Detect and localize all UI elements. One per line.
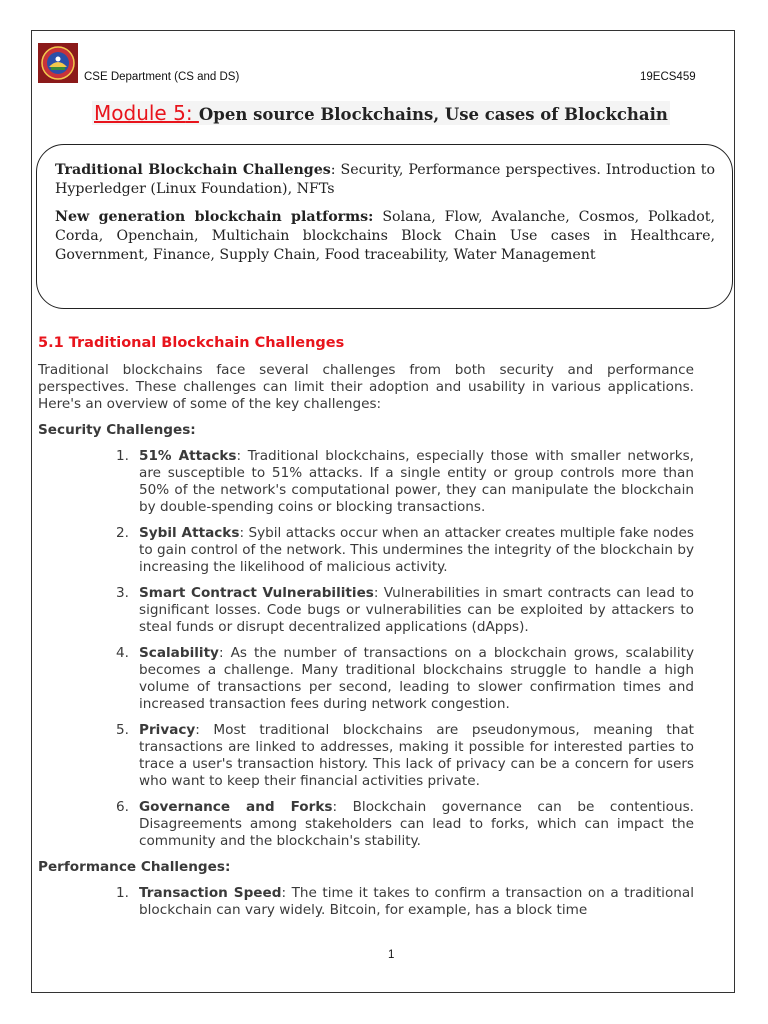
list-item: 1. 51% Attacks: Traditional blockchains, especially those with smaller networks, are susceptible to 51% attacks. If a single entity or group controls more than 50% of the network's computational power, they can manipulate the blockchain by double-spending coins or blocking transactions. [116, 448, 694, 515]
performance-list [38, 885, 694, 919]
module-summary-box [36, 144, 733, 309]
summary-paragraph-2: New generation blockchain platforms: Solana, Flow, Avalanche, Cosmos, Polkadot, Corda, Openchain, Multichain blockchains Block Chain Use cases in Healthcare, Government, Finance, Supply Chain, Food traceability, Water Management [55, 209, 715, 263]
page-number: 1 [388, 949, 395, 961]
security-heading: Security Challenges: [38, 422, 196, 438]
institution-logo [38, 43, 78, 83]
summary-paragraph-1: Traditional Blockchain Challenges: Security, Performance perspectives. Introduction to Hyperledger (Linux Foundation), NFTs [55, 162, 715, 197]
department-label: CSE Department (CS and DS) [84, 71, 240, 83]
performance-heading: Performance Challenges: [38, 859, 231, 875]
list-item: 4. Scalability: As the number of transactions on a blockchain grows, scalability becomes a challenge. Many traditional blockchains struggle to handle a high volume of transactions per second, leading to slower confirmation times and increased transaction fees during network congestion. [116, 645, 694, 712]
section-content [38, 362, 694, 928]
section-heading: 5.1 Traditional Blockchain Challenges [38, 335, 345, 351]
intro-paragraph: Traditional blockchains face several challenges from both security and performance perspectives. These challenges can limit their adoption and usability in various applications. Here's an overview of some of the key challenges: [38, 362, 694, 412]
list-item: 3. Smart Contract Vulnerabilities: Vulnerabilities in smart contracts can lead to significant losses. Code bugs or vulnerabilities can be exploited by attackers to steal funds or disrupt decentralized applications (dApps). [116, 585, 694, 635]
security-list [38, 448, 694, 850]
page-title [92, 101, 670, 125]
module-label: Module 5: [94, 101, 199, 125]
list-item: 2. Sybil Attacks: Sybil attacks occur when an attacker creates multiple fake nodes to gain control of the network. This undermines the integrity of the blockchain by increasing the likelihood of malicious activity. [116, 525, 694, 575]
list-item: 5. Privacy: Most traditional blockchains are pseudonymous, meaning that transactions are linked to addresses, making it possible for interested parties to trace a user's transaction history. This lack of privacy can be a concern for users who want to keep their financial activities private. [116, 722, 694, 789]
list-item: 6. Governance and Forks: Blockchain governance can be contentious. Disagreements among stakeholders can lead to forks, which can impact the community and the blockchain's stability. [116, 799, 695, 849]
list-item: 1. Transaction Speed: The time it takes to confirm a transaction on a traditional blockchain can vary widely. Bitcoin, for example, has a block time [116, 885, 694, 918]
module-topic: Open source Blockchains, Use cases of Blockchain [198, 105, 668, 124]
course-code: 19ECS459 [640, 71, 696, 83]
